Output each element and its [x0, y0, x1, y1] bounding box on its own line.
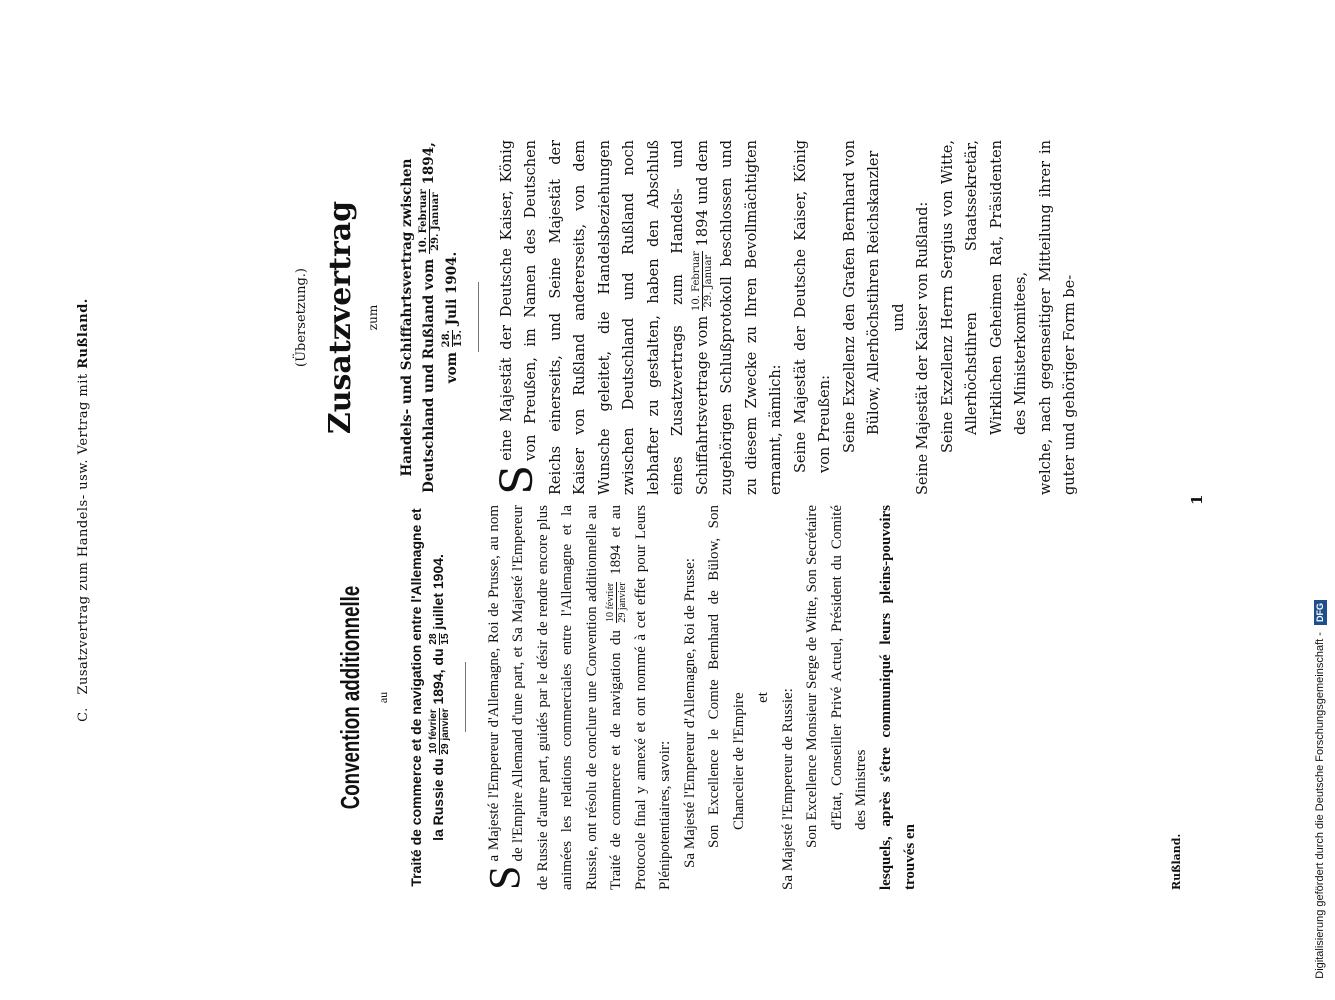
german-plenipotentiary-3: Seine Majestät der Kaiser von Rußland:: [915, 201, 931, 495]
german-preamble-text-2: 1894 und dem zugehörigen Schlußprotokoll beschlossen und zu diesem Zwecke zu Ihren Bevollmächtigten ernannt, nämlich:: [694, 140, 784, 495]
fraction-denominator: 15: [439, 633, 451, 645]
divider-rule: [478, 283, 479, 353]
fraction-denominator: 29 janvier: [439, 708, 451, 755]
french-date-fraction-2: [428, 633, 451, 644]
fraction-numerator: 10 février: [427, 709, 439, 754]
fraction-denominator: 15.: [452, 329, 464, 348]
german-heading-2: 1894, vom: [420, 142, 460, 384]
german-und: und: [890, 303, 907, 332]
fraction-numerator: 28: [427, 633, 439, 645]
german-date-fraction-2: [441, 330, 464, 347]
running-head: [76, 130, 91, 890]
german-date-fraction-1: [418, 189, 441, 254]
german-heading: [396, 140, 464, 495]
german-translation-note: (Übersetzung.): [294, 268, 309, 367]
french-heading-2: 1894, du: [430, 648, 446, 705]
running-head-country: Rußland.: [76, 298, 91, 369]
french-heading-1: Traité de commerce et de navigation entre l'Allemagne et la Russie du: [408, 508, 446, 887]
dfg-logo: DFG: [1314, 600, 1327, 625]
french-plenipotentiary-4: Son Excellence Monsieur Serge de Witte, Son Secrétaire d'Etat, Conseiller Privé Actuel, Président du Comité des Ministres: [804, 505, 870, 848]
french-preamble: [479, 504, 678, 890]
fraction-denominator: 29 janvier: [617, 582, 629, 623]
catchword: Rußland.: [1170, 833, 1183, 890]
fraction-numerator: 10. Februar: [417, 189, 429, 255]
french-et: et: [755, 692, 772, 703]
german-title: Zusatzvertrag: [322, 200, 358, 435]
german-zum: zum: [366, 304, 380, 331]
running-head-text: Zusatzvertrag zum Handels- usw. Vertrag mit: [76, 373, 91, 695]
german-preamble-text: eine Majestät der Deutsche Kaiser, König von Preußen, im Namen des Deutschen Reichs einerseits, und Seine Majestät der Kaiser von Rußland andererseits, von dem Wunsche geleitet, die Handelsbeziehungen zwischen Deutschland und Rußland noch lebhafter zu gestalten, haben den Abschluß eines Zusatzvertrags zum Handels- und Schiffahrtsvertrage vom: [498, 140, 711, 495]
french-plenipotentiary-2: Son Excellence le Comte Bernhard de Bülow, Son Chancelier de l'Empire: [706, 505, 747, 848]
divider-rule: [465, 663, 466, 733]
french-plenipotentiary-1: Sa Majesté l'Empereur d'Allemagne, Roi de Prusse:: [681, 558, 698, 868]
german-preamble: [491, 140, 789, 495]
french-date-fraction-1: [428, 708, 451, 754]
french-closing: lesquels, après s'être communiqué leurs pleins-pouvoirs trouvés en: [877, 505, 919, 890]
german-heading-3: Juli 1904.: [443, 251, 460, 326]
signature-mark: 1: [1188, 494, 1206, 505]
french-column: [330, 505, 923, 890]
german-closing: welche, nach gegenseitiger Mitteilung ihrer in guter und gehöriger Form be-: [1037, 140, 1078, 495]
fraction-numerator: 28.: [440, 329, 452, 348]
french-title: Convention additionnelle: [335, 585, 365, 810]
french-heading: [405, 505, 451, 890]
french-date-fraction-3: [605, 582, 628, 622]
german-plenipotentiary-4: Seine Exzellenz Herrn Sergius von Witte, Allerhöchstihren Staatssekretär, Wirklichen Geheimen Rat, Präsidenten des Ministerkomitees,: [939, 140, 1029, 453]
german-drop-cap: S: [491, 464, 543, 495]
french-drop-cap: S: [479, 865, 529, 890]
digitization-credit: [1305, 0, 1335, 1000]
german-date-fraction-3: [691, 251, 714, 311]
french-preamble-text: a Majesté l'Empereur d'Allemagne, Roi de Prusse, au nom de l'Empire Allemand d'une part, et Sa Majesté l'Empereur de Russie d'autre part, guidés par le désir de rendre encore plus animées les relations commerciales entre l'Allemagne et la Russie, ont résolu de conclure une Convention additionnelle au Traité de commerce et de navigation du: [485, 505, 625, 890]
french-preamble-text-2: 1894 et au Protocole final y annexé et ont nommé à cet effet pour Leurs Plénipotentiaires, savoir:: [608, 504, 674, 890]
german-plenipotentiary-1: Seine Majestät der Deutsche Kaiser, König von Preußen:: [792, 140, 833, 473]
fraction-numerator: 10. Februar: [691, 251, 702, 311]
credit-line: [1305, 0, 1335, 1000]
german-plenipotentiary-2: Seine Exzellenz den Grafen Bernhard von Bülow, Allerhöchstihren Reichskanzler: [841, 140, 882, 453]
running-head-prefix: C.: [76, 707, 91, 722]
fraction-numerator: 10 février: [605, 582, 617, 623]
french-plenipotentiary-3: Sa Majesté l'Empereur de Russie:: [779, 688, 796, 890]
german-heading-1: Handels- und Schiffahrtsvertrag zwischen Deutschland und Rußland vom: [398, 158, 437, 493]
credit-text: Digitalisierung gefördert durch die Deutsche Forschungsgemeinschaft -: [1314, 632, 1326, 979]
fraction-denominator: 29. Januar: [703, 254, 714, 308]
fraction-denominator: 29. Januar: [429, 192, 441, 251]
french-au: au: [375, 691, 390, 704]
german-column: [290, 140, 1083, 495]
french-heading-3: juillet 1904.: [430, 554, 446, 630]
